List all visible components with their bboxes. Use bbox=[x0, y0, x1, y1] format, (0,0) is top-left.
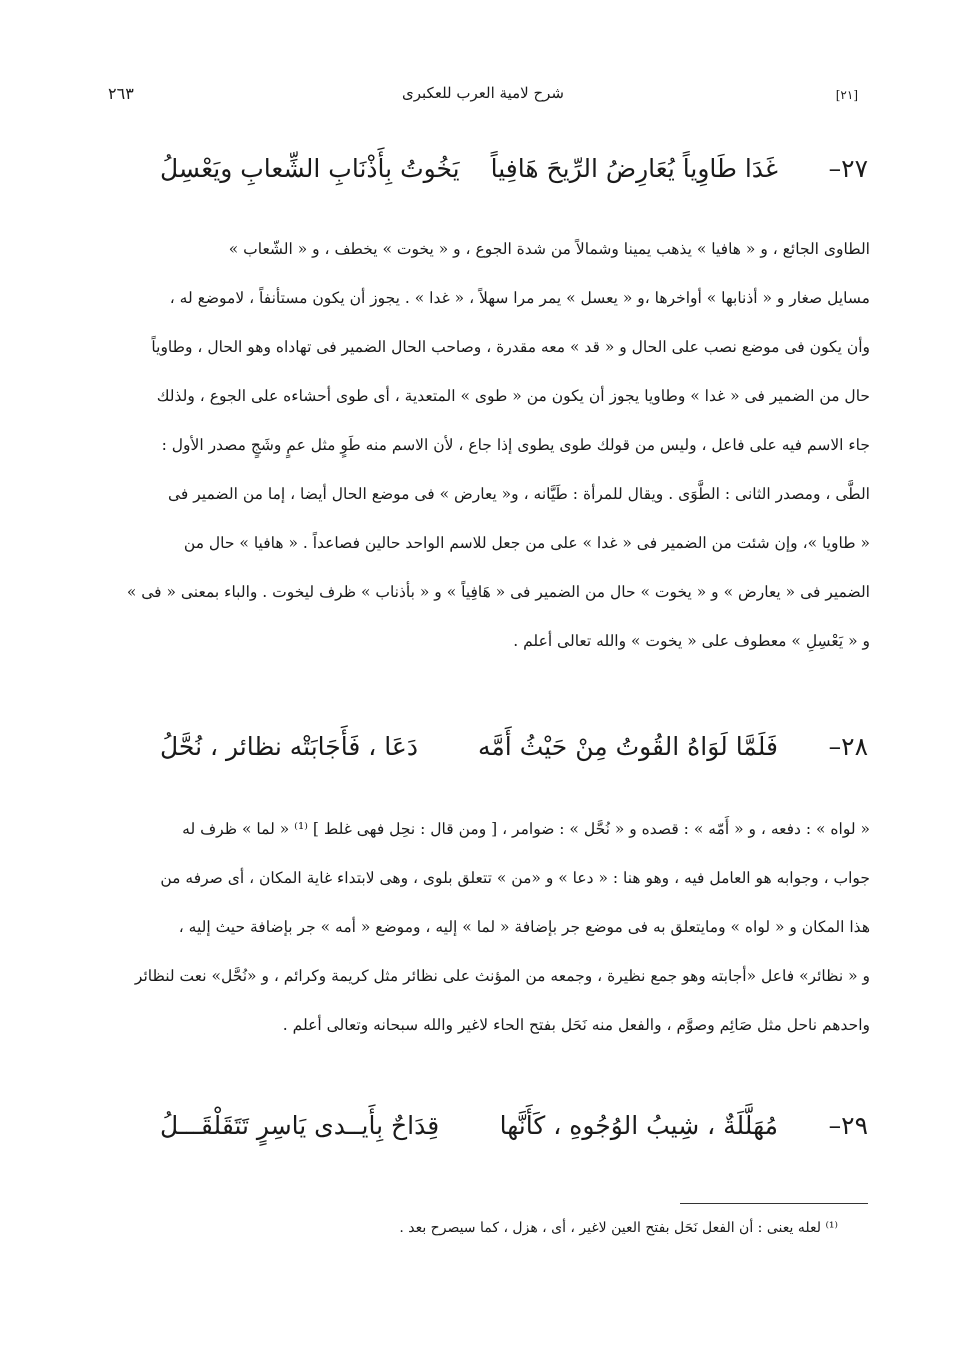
verse-number: ٢٨– bbox=[828, 732, 868, 761]
commentary-line: وأن يكون فى موضع نصب على الحال و « قد » معه مقدرة ، وصاحب الحال الضمير فى تهاداه وهو الحال ، وطاوياً bbox=[151, 338, 870, 356]
page-number: ٢٦٣ bbox=[108, 84, 134, 103]
commentary-line: « لواه » : دفعه ، و « أَمّه » : قصده و « نُحَّل » : ضوامر ، [ ومن قال : نحِل فهى غلط ] ⁽¹⁾ « لما » ظرف له bbox=[182, 820, 870, 838]
commentary-line: و « يَعْسِلِ » معطوف على « يخوت » والله تعالى أعلم . bbox=[513, 632, 870, 650]
footnote-marker: ⁽¹⁾ bbox=[825, 1220, 838, 1236]
commentary-line: و « نظائر» فاعل «أجابته وهو جمع نظيرة ، وجمعه من المؤنث على نظائر مثل كريمة وكرائم ، و «نُحَّل» نعت لنظائر bbox=[134, 967, 870, 985]
commentary-line: هذا المكان و « لواه » ومايتعلق به فى موضع جر بإضافة « لما » إليه ، وموضع « أمه » جر بإضافة حيث إليه ، bbox=[178, 918, 870, 936]
verse-27 bbox=[160, 144, 868, 194]
verse-number: ٢٧– bbox=[828, 154, 868, 183]
verse-second-hemistich: دَعَا ، فَأَجَابَتْه نظائر ، نُحَّلُ bbox=[160, 732, 418, 761]
commentary-line: الضمير فى « يعارض » و « يخوت » حال من الضمير فى « هَافِياً » و « بأذناب » ظرف ليخوت . والباء بمعنى « فى » bbox=[126, 583, 870, 601]
verse-second-hemistich: قِدَاحٌ بِأَيــدى يَاسِرٍ تَتَقَلْقَـــلُ bbox=[160, 1111, 440, 1140]
book-title: شرح لامية العرب للعكبرى bbox=[402, 84, 564, 102]
commentary-line: حال من الضمير فى « غدا » وطاويا يجوز أن يكون من « طوى » المتعدية ، أى طوى أحشاءه على الجوع ، ولذلك bbox=[156, 387, 870, 405]
footnote bbox=[260, 1216, 838, 1240]
footnote-text: لعله يعنى : أن الفعل نَحَل بفتح العين لاغير ، أى ، هزل ، كما سيصرح بعد . bbox=[399, 1220, 822, 1236]
verse-first-hemistich: فَلَمَّا لَوَاهُ القُوتُ مِنْ حَيْثُ أَمَّه bbox=[478, 732, 778, 761]
section-mark: [٢١] bbox=[835, 88, 858, 102]
commentary-line: « طاويا »، وإن شئت من الضمير فى « غدا » على من جعل للاسم الواحد حالين فصاعداً . « هافيا » حال من bbox=[183, 534, 870, 552]
commentary-line: واحدهم ناحل مثل صَائِم وصوَّم ، والفعل منه نَحَل بفتح الحاء لاغير والله سبحانه وتعالى أعلم . bbox=[282, 1016, 870, 1034]
commentary-line: مسايل صغار و « أذنابها » أواخرها ،و « يعسل » يمر مرا سهلاً ، « غدا » . يجوز أن يكون مستأنفاً ، لاموضع له ، bbox=[169, 289, 870, 307]
verse-29 bbox=[160, 1101, 868, 1151]
verse-first-hemistich: غَدَا طَاوِياً يُعَارِضُ الرِّيحَ هَافِياً bbox=[490, 154, 778, 183]
running-header bbox=[108, 84, 858, 114]
verse-first-hemistich: مُهَلَّلَةٌ ، شِيبُ الوُجُوهِ ، كَأَنَّها bbox=[499, 1111, 778, 1140]
commentary-line: جواب ، وجوابه هو العامل فيه ، وهو هنا : « دعا » و «من » تتعلق بلوى ، وهى لابتداء غاية المكان ، أى صرفه من bbox=[160, 869, 870, 887]
commentary-line: الطاوى الجائع ، و « هافيا » يذهب يمينا وشمالاً من شدة الجوع ، و « يخوت » يخطف ، و « الشّعاب » bbox=[228, 240, 870, 258]
commentary-verse-28 bbox=[86, 805, 870, 1050]
verse-number: ٢٩– bbox=[828, 1111, 868, 1140]
commentary-verse-27 bbox=[86, 225, 870, 666]
verse-second-hemistich: يَخُوتُ بِأَذْنَابِ الشِّعابِ ويَعْسِلُ bbox=[160, 154, 460, 183]
verse-28 bbox=[160, 722, 868, 772]
footnote-divider bbox=[680, 1203, 868, 1204]
commentary-line: الطَّى ، ومصدر الثانى : الطَّوَى . ويقال للمرأة : طَيَّانه ، و« يعارض » فى موضع الحال أيضا ، إما من الضمير فى bbox=[167, 485, 870, 503]
commentary-line: جاء الاسم فيه على فاعل ، وليس من قولك طوى يطوى إذا جاع ، لأن الاسم منه طَوٍ مثل عمٍ وشَجٍ مصدر الأول : bbox=[161, 436, 870, 454]
